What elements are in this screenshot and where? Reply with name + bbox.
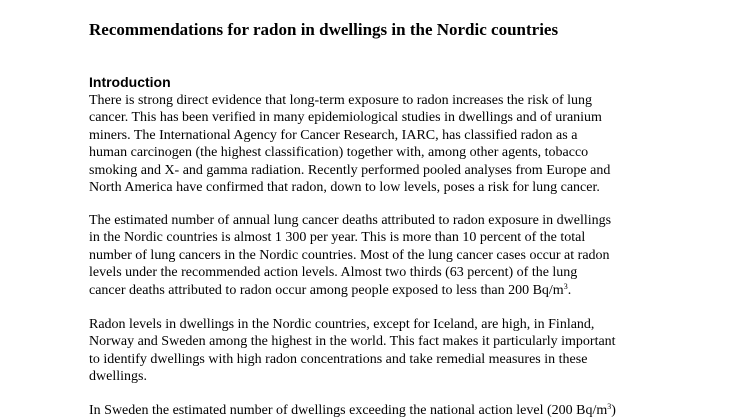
- document-title: Recommendations for radon in dwellings in the Nordic countries: [89, 20, 559, 39]
- line-end: .: [567, 282, 572, 298]
- paragraph-line: levels under the recommended action levels. Almost two thirds (63 percent) of the lung: [89, 265, 578, 281]
- paragraph-line-with-unit: [89, 282, 611, 299]
- paragraph-line: The estimated number of annual lung cancer deaths attributed to radon exposure in dwellings: [89, 213, 612, 228]
- paragraph-line: number of lung cancers in the Nordic countries. Most of the lung cancer cases occur at radon: [89, 247, 610, 263]
- paragraph-line: to identify dwellings with high radon concentrations and take remedial measures in these: [89, 351, 588, 367]
- paragraph-line: in the Nordic countries is almost 1 300 per year. This is more than 10 percent of the total: [89, 230, 586, 246]
- paragraph-line: miners. The International Agency for Cancer Research, IARC, has classified radon as a: [89, 127, 578, 143]
- section-heading-introduction: Introduction: [89, 74, 171, 90]
- paragraph-line: cancer. This has been verified in many epidemiological studies in dwellings and of uranium: [89, 110, 602, 126]
- paragraph-1: [89, 92, 610, 196]
- line-text: In Sweden the estimated number of dwellings exceeding the national action level (200 Bq/m: [89, 403, 608, 418]
- line-end: ): [611, 403, 616, 418]
- unit-superscript: 3: [563, 281, 568, 291]
- line-text: cancer deaths attributed to radon occur among people exposed to less than 200 Bq/m: [89, 282, 564, 298]
- paragraph-line: human carcinogen (the highest classification) together with, among other agents, tobacco: [89, 145, 589, 161]
- paragraph-line: smoking and X- and gamma radiation. Recently performed pooled analyses from Europe and: [89, 162, 611, 178]
- paragraph-line-with-unit: [89, 402, 616, 419]
- paragraph-line: There is strong direct evidence that long-term exposure to radon increases the risk of lung: [89, 93, 593, 108]
- paragraph-line: dwellings.: [89, 369, 147, 385]
- paragraph-line: Radon levels in dwellings in the Nordic countries, except for Iceland, are high, in Finland,: [89, 317, 595, 332]
- paragraph-line: North America have confirmed that radon, down to low levels, poses a risk for lung cancer.: [89, 180, 600, 196]
- paragraph-4: [89, 402, 616, 419]
- paragraph-3: [89, 316, 616, 386]
- paragraph-line: Norway and Sweden among the highest in the world. This fact makes it particularly important: [89, 334, 616, 350]
- paragraph-2: [89, 212, 611, 299]
- unit-superscript: 3: [607, 402, 612, 411]
